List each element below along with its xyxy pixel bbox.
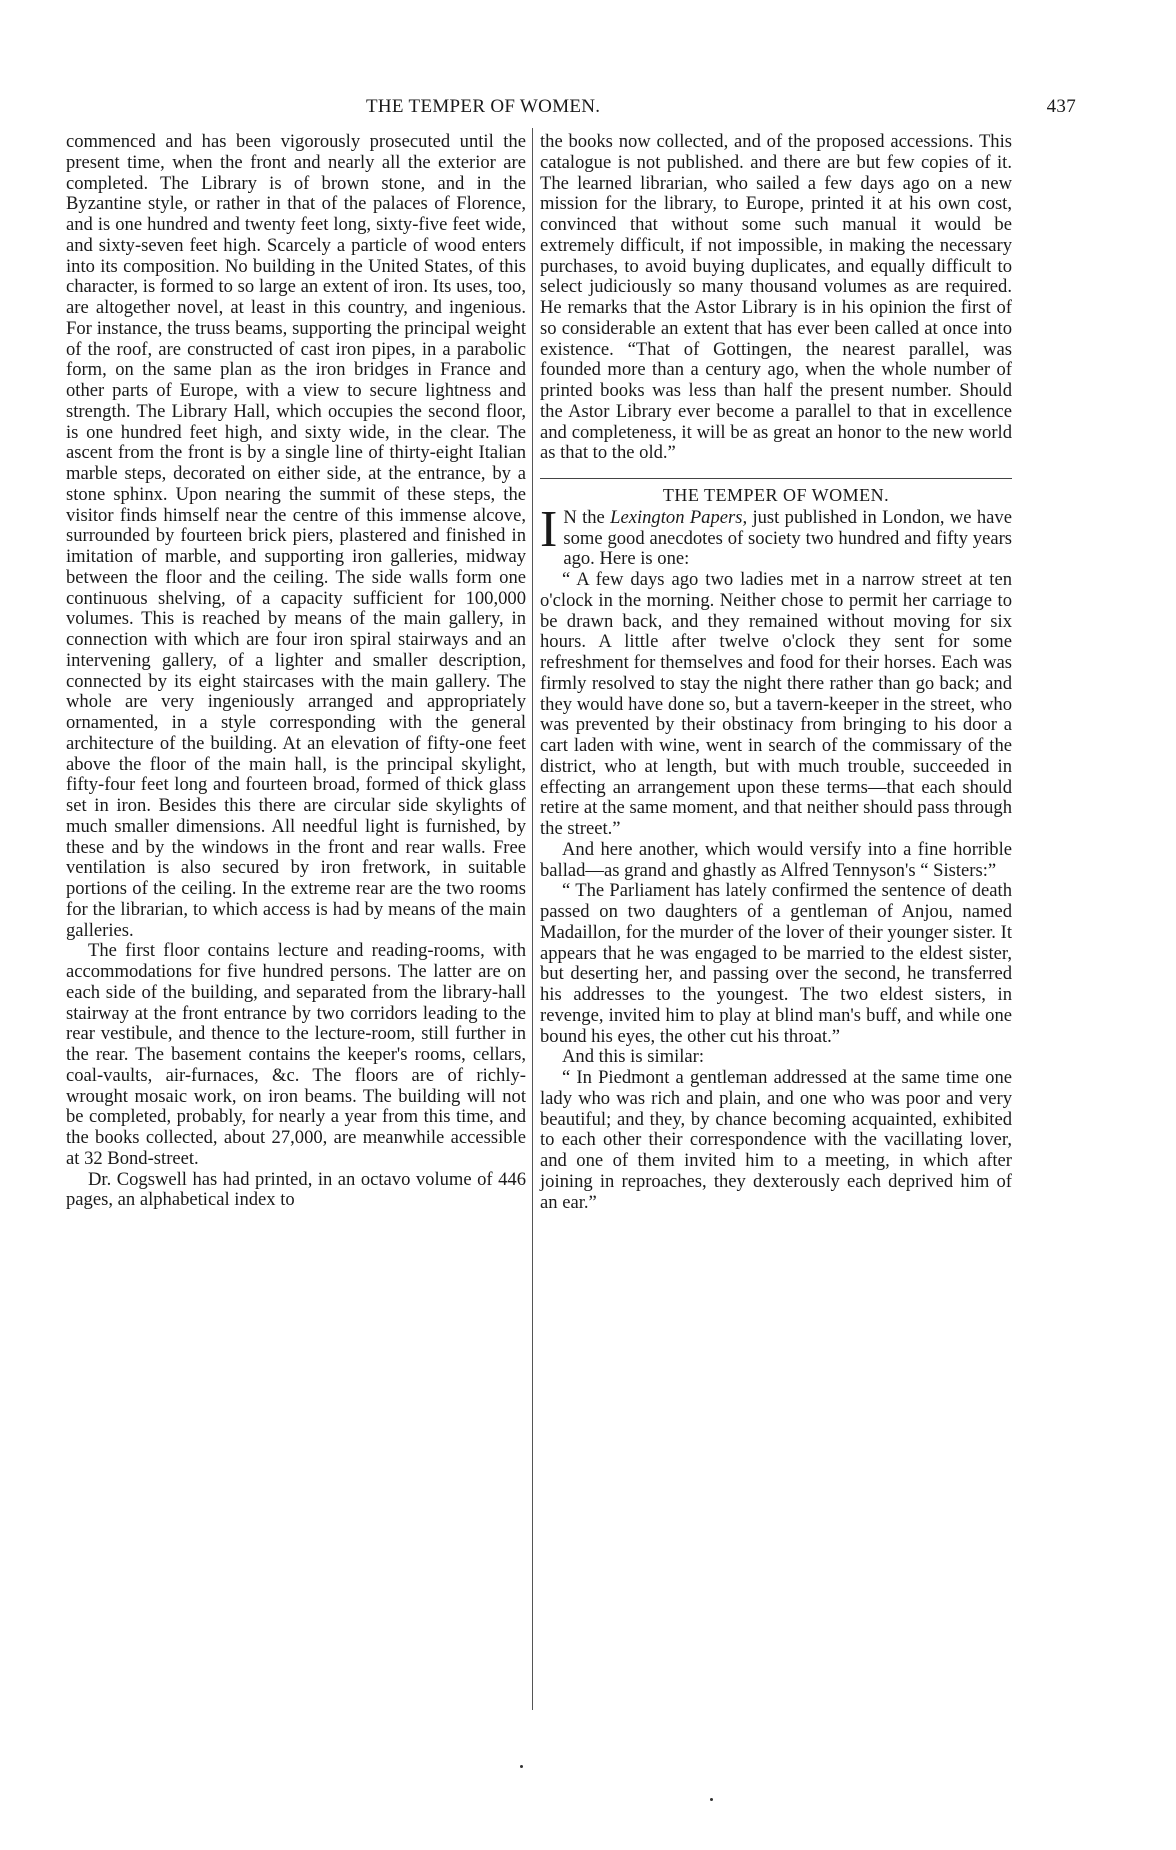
right-paragraph-4: “ The Parliament has lately confirmed the sentence of death passed on two daughters of a gentleman of Anjou, named Madaillon, for the murder of the lover of their younger sister. It appears that he was engaged to be married to the eldest sister, but deserting her, and passing over the second, he transferred his addresses to the youngest. The two eldest sisters, in revenge, invited him to play at blind man's buff, and while one bound his eyes, the other cut his throat.” bbox=[540, 880, 1012, 1047]
intro-italic-title: Lexington Papers, bbox=[610, 506, 748, 528]
right-paragraph-1: the books now collected, and of the proposed accessions. This catalogue is not published. and there are but few copies of it. The learned librarian, who sailed a few days ago on a new mission for the library, to Europe, printed it at his own cost, convinced that without some such manual it would be extremely difficult, if not impossible, in making the necessary purchases, to avoid buying duplicates, and equally difficult to select judiciously so many thousand volumes as are required. He remarks that the Astor Library is in his opinion the first of so considerable an extent that has ever been called at once into existence. “That of Gottingen, the nearest parallel, was founded more than a century ago, when the whole number of printed books was less than half the present number. Should the Astor Library ever become a parallel to that in excellence and completeness, it will be as great an honor to the new world as that to the old.” bbox=[540, 131, 1012, 464]
section-title: THE TEMPER OF WOMEN. bbox=[662, 485, 890, 505]
running-title: THE TEMPER OF WOMEN. bbox=[366, 96, 601, 117]
right-paragraph-2: “ A few days ago two ladies met in a narrow street at ten o'clock in the morning. Neither chose to permit her carriage to be drawn back, and they remained without moving for six hours. A little after twelve o'clock they sent for some refreshment for themselves and food for their horses. Each was firmly resolved to stay the night there rather than go back; and they would have done so, but a tavern-keeper in the street, who was prevented by their obstinacy from bringing to his door a cart laden with wine, went in search of the commissary of the district, who at length, but with much trouble, succeeded in effecting an arrangement upon these terms—that each should retire at the same moment, and that neither should pass through the street.” bbox=[540, 569, 1012, 839]
ink-speck bbox=[520, 1765, 523, 1768]
intro-text-end: just published in London, we have some good anecdotes of society two hundred and fifty years ago. Here is one: bbox=[563, 506, 1012, 570]
ink-speck bbox=[710, 1798, 713, 1801]
right-paragraph-5: And this is similar: bbox=[562, 1046, 705, 1068]
left-paragraph-1: commenced and has been vigorously prosecuted until the present time, when the front and nearly all the exterior are completed. The Library is of brown stone, and in the Byzantine style, or rather in that of the palaces of Florence, and is one hundred and twenty feet long, sixty-five feet wide, and sixty-seven feet high. Scarcely a particle of wood enters into its composition. No building in the United States, of this character, is formed to so large an extent of iron. Its uses, too, are altogether novel, at least in this country, and ingenious. For instance, the truss beams, supporting the principal weight of the roof, are constructed of cast iron pipes, in a parabolic form, on the same plan as the iron bridges in France and other parts of Europe, with a view to secure lightness and strength. The Library Hall, which occupies the second floor, is one hundred feet high, and sixty wide, in the clear. The ascent from the front is by a single line of thirty-eight Italian marble steps, decorated on either side, at the entrance, by a stone sphinx. Upon nearing the summit of these steps, the visitor finds himself near the centre of this immense alcove, surrounded by fourteen brick piers, plastered and finished in imitation of marble, and supporting iron galleries, midway between the floor and the ceiling. The side walls form one continuous shelving, of a capacity sufficient for 100,000 volumes. This is reached by means of the main gallery, in connection with which are four iron spiral stairways and an intervening gallery, of a lighter and smaller description, connected by its eight staircases with the main gallery. The whole are very ingeniously arranged and appropriately ornamented, in a style corresponding with the general architecture of the building. At an elevation of fifty-one feet above the floor of the main hall, is the principal skylight, fifty-four feet long and fourteen broad, formed of thick glass set in iron. Besides this there are circular side skylights of much smaller dimensions. All needful light is furnished, by these and by the windows in the front and rear walls. Free ventilation is also secured by iron fretwork, in suitable portions of the ceiling. In the extreme rear are the two rooms for the librarian, to which access is had by means of the main galleries. bbox=[66, 131, 526, 941]
left-paragraph-2: The first floor contains lecture and reading-rooms, with accommodations for five hundred persons. The latter are on each side of the building, and separated from the library-hall stairway at the front entrance by two corridors leading to the rear vestibule, and thence to the lecture-room, still further in the rear. The basement contains the keeper's rooms, cellars, coal-vaults, air-furnaces, &c. The floors are of richly-wrought mosaic work, on iron beams. The building will not be completed, probably, for nearly a year from this time, and the books collected, about 27,000, are meanwhile accessible at 32 Bond-street. bbox=[66, 940, 526, 1169]
page-number: 437 bbox=[1046, 96, 1076, 117]
left-column bbox=[66, 132, 526, 1211]
column-divider bbox=[532, 128, 533, 1710]
right-paragraph-3: And here another, which would versify into a fine horrible ballad—as grand and ghastly as Alfred Tennyson's “ Sisters:” bbox=[540, 838, 1012, 881]
running-header bbox=[66, 96, 1076, 122]
section-divider bbox=[540, 478, 1012, 479]
drop-cap: I bbox=[540, 500, 558, 558]
right-paragraph-6: “ In Piedmont a gentleman addressed at the same time one lady who was rich and plain, and one who was poor and very beautiful; and they, by chance becoming acquainted, exhibited to each other their correspondence with the vacillating lover, and one of them invited him to a meeting, in which after joining in reproaches, they dexterously each deprived him of an ear.” bbox=[540, 1067, 1012, 1213]
intro-text-start: N the bbox=[563, 506, 611, 528]
right-column bbox=[540, 132, 1012, 1213]
intro-paragraph bbox=[540, 500, 1012, 570]
left-paragraph-3: Dr. Cogswell has had printed, in an octavo volume of 446 pages, an alphabetical index to bbox=[66, 1168, 526, 1211]
